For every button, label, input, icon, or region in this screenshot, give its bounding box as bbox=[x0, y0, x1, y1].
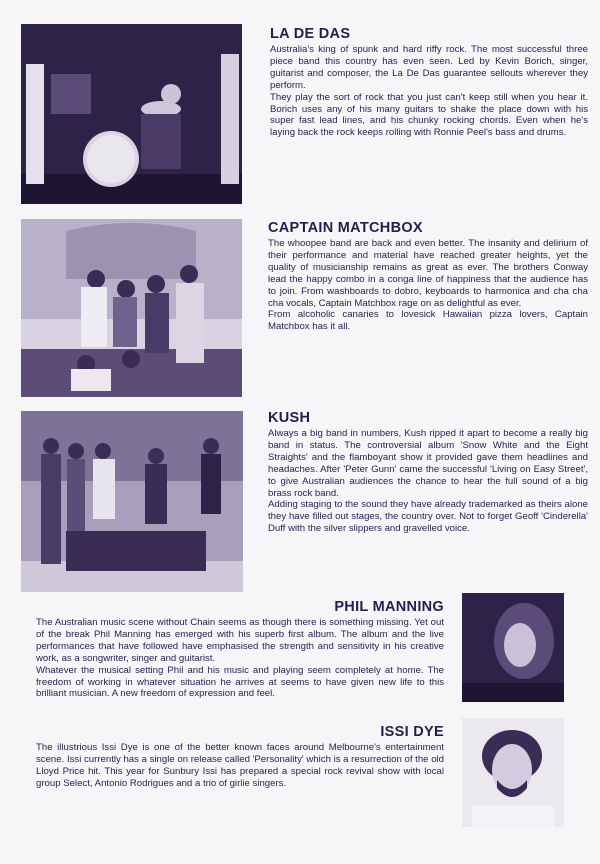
section-body-la-de-das bbox=[270, 44, 588, 139]
paragraph: Adding staging to the sound they have already trademarked as theirs alone they have filled out stages, the country over. Not to forget Geoff 'Cinderella' Duff with the silver slippers and gravelled voice. bbox=[268, 499, 588, 535]
phil-manning-photo bbox=[462, 593, 564, 702]
kush-photo bbox=[21, 411, 243, 592]
paragraph: From alcoholic canaries to lovesick Hawaiian pizza lovers, Captain Matchbox has it all. bbox=[268, 309, 588, 333]
section-heading-issi-dye: ISSI DYE bbox=[380, 724, 444, 740]
section-heading-kush: KUSH bbox=[268, 410, 311, 426]
section-heading-captain-matchbox: CAPTAIN MATCHBOX bbox=[268, 220, 423, 236]
paragraph: The illustrious Issi Dye is one of the better known faces around Melbourne's entertainment scene. Issi currently has a single on release called 'Personality' which is a resurrection of the old Lloyd Price hit. This year for Sunbury Issi has prepared a special rock revival show with local group Select, Antonio Rodrigues and a trio of girlie singers. bbox=[36, 742, 444, 789]
paragraph: Whatever the musical setting Phil and his music and playing seem completely at home. The freedom of working in whatever situation he arrives at seems to have given new life to this brilliant musician. A new freedom of expression and feel. bbox=[36, 664, 444, 700]
issi-dye-photo bbox=[462, 718, 564, 827]
paragraph: Always a big band in numbers, Kush ripped it apart to become a really big band in status. The controversial album 'Snow White and the Eight Straights' and the flamboyant show it provided gave them headlines and headaches. After 'Peter Gunn' came the successful 'Living on Easy Street', to give Australian audiences the chance to hear the full sound of a big brass rock band. bbox=[268, 428, 588, 499]
section-body-kush bbox=[268, 428, 588, 535]
paragraph: The whoopee band are back and even better. The insanity and delirium of their performance and material have reached greater heights, yet the quality of musicianship remains as great as ever. The brothers Conway lead the happy combo in a conga line of happiness that the audience has to join. From washboards to dobro, keyboards to harmonica and cha cha cha vocals, Captain Matchbox rage on as delightful as ever. bbox=[268, 238, 588, 309]
la-de-das-photo bbox=[21, 24, 242, 204]
paragraph: Australia's king of spunk and hard riffy rock. The most successful three piece band this country has even seen. Led by Kevin Borich, singer, guitarist and composer, the La De Das guarantee sellouts wherever they perform. bbox=[270, 44, 588, 91]
section-heading-la-de-das: LA DE DAS bbox=[270, 26, 351, 42]
section-body-captain-matchbox bbox=[268, 238, 588, 333]
captain-matchbox-photo bbox=[21, 219, 242, 397]
section-heading-phil-manning: PHIL MANNING bbox=[334, 599, 444, 615]
paragraph: They play the sort of rock that you just can't keep still when you hear it. Borich uses any of his many guitars to shake the place down with his super fast lead lines, and his chunky rocking chords. Even when he's laying back the rock keeps rolling with Ronnie Peel's bass and drums. bbox=[270, 91, 588, 139]
section-body-phil-manning bbox=[36, 617, 444, 700]
paragraph: The Australian music scene without Chain seems as though there is something missing. Yet out of the break Phil Manning has emerged with his superb first album. The album and the live performances that have followed have emphasised the strength and sensitivity in his creative work, as a songwriter, singer and guitarist. bbox=[36, 617, 444, 664]
section-body-issi-dye bbox=[36, 742, 444, 790]
